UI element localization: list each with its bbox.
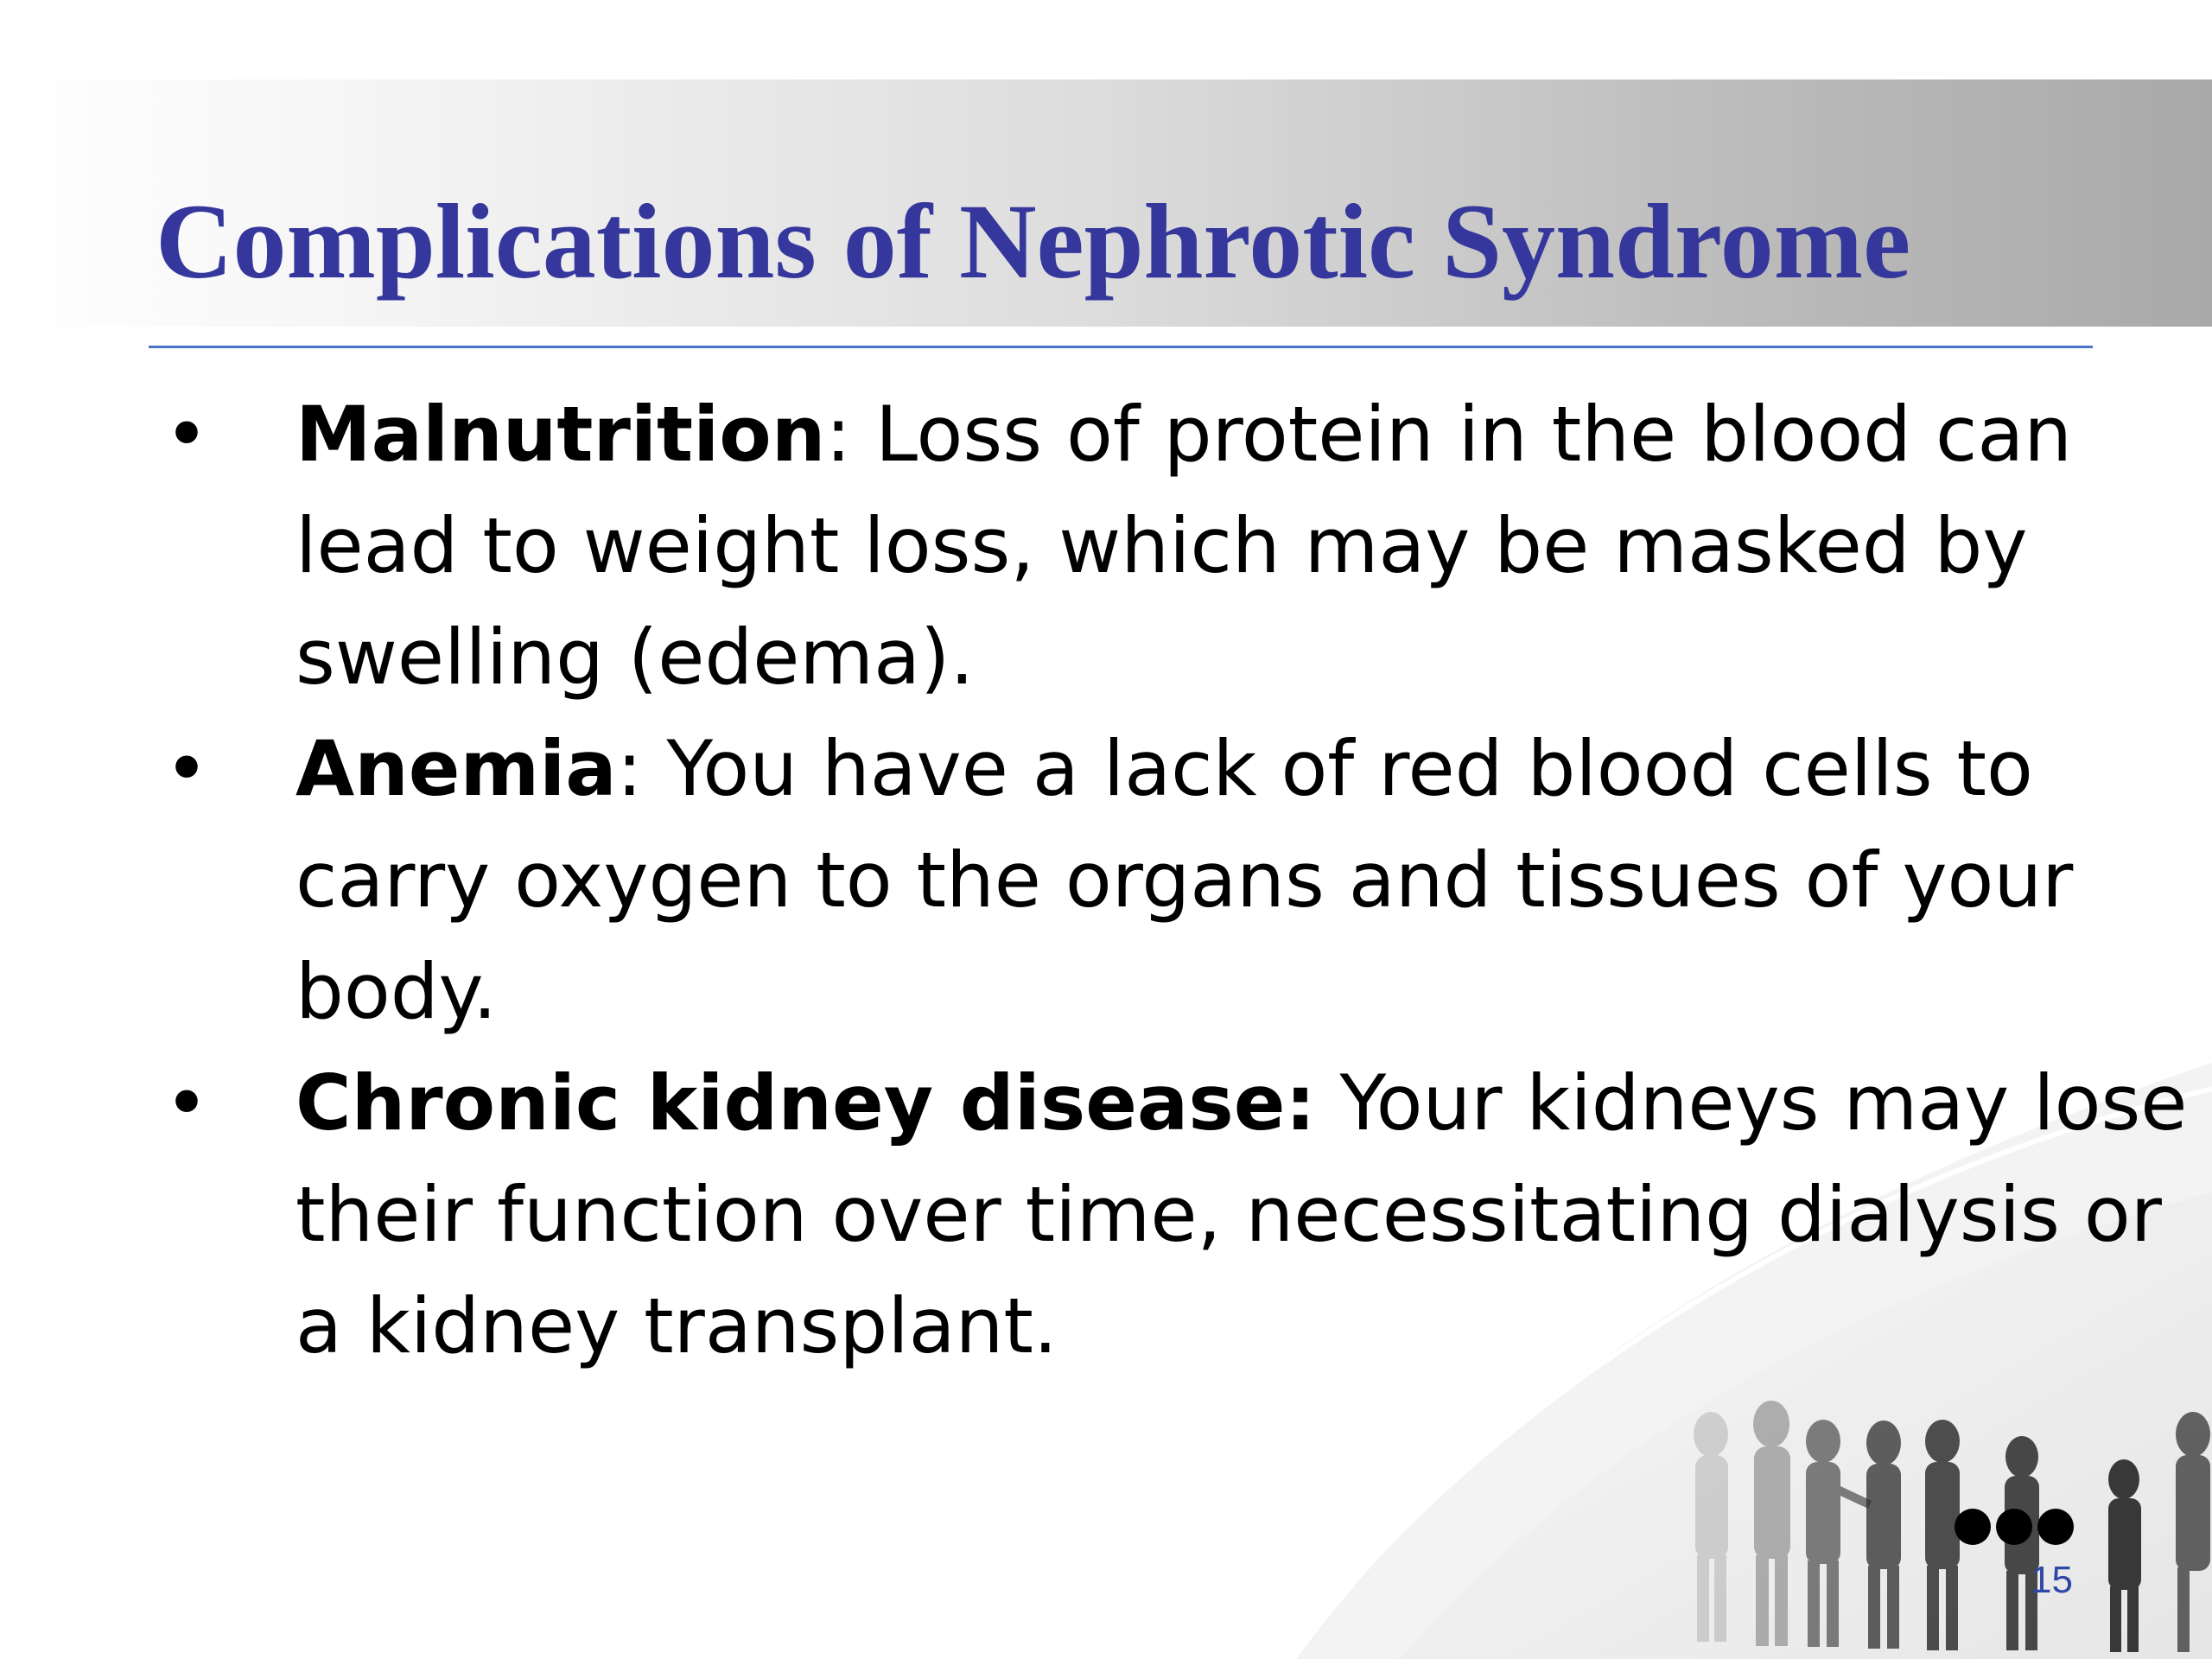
bullet-text: Loss of protein in the blood can lead to weight loss, which may be masked by swelling (edema).: [296, 390, 2073, 702]
bullet-separator: :: [825, 390, 852, 479]
bullet-dot: •: [164, 724, 209, 813]
slide-title: Complications of Nephrotic Syndrome: [156, 182, 1911, 301]
bullet-dot: •: [164, 1058, 209, 1147]
three-dots-icon: [1955, 1509, 2075, 1548]
bullet-dot: •: [164, 390, 209, 479]
bullet-separator: :: [616, 724, 643, 813]
bullet-text: You have a lack of red blood cells to carry oxygen to the organs and tissues of your body.: [296, 724, 2074, 1036]
bullet-term: Malnutrition: [296, 390, 826, 479]
bullet-term: Chronic kidney disease:: [296, 1058, 1316, 1147]
bullet-term: Anemia: [296, 724, 617, 813]
slide-number: 15: [2031, 1559, 2073, 1601]
bullet-text: Your kidneys may lose their function over time, necessitating dialysis or a kidney transplant.: [296, 1058, 2188, 1370]
